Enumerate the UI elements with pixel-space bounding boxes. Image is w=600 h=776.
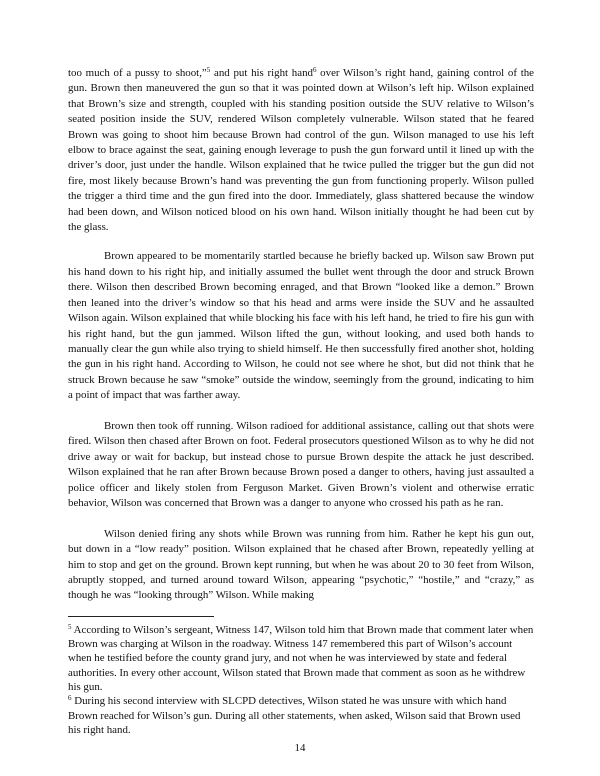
footnote-6-text: During his second interview with SLCPD detectives, Wilson stated he was unsure with which hand Brown reached for Wilson’s gun. During all other statements, when asked, Wilson said that Brown used his right hand.: [68, 695, 521, 736]
paragraph-1-text-c: over Wilson’s right hand, gaining control of the gun. Brown then maneuvered the gun so that it was pointed down at Wilson’s left hip. Wilson explained that Brown’s size and strength, coupled with his standing position outside the SUV relative to Wilson’s seated position inside the SUV, rendered Wilson completely vulnerable. Wilson stated that he feared Brown was going to shoot him because Brown had control of the gun. Wilson managed to use his left elbow to brace against the seat, gaining enough leverage to push the gun forward until it lined up with the driver’s door, just under the handle. Wilson explained that he twice pulled the trigger but the gun did not fire, most likely because Brown’s hand was preventing the gun from functioning properly. Wilson pulled the trigger a third time and the gun fired into the door. Immediately, glass shattered because the window had been down, and Wilson noticed blood on his own hand. Wilson initially thought he had been cut by the glass.: [68, 67, 535, 234]
footnote-ref-5[interactable]: 5: [206, 66, 211, 74]
paragraph-1-text-a: too much of a pussy to shoot,”: [68, 67, 207, 79]
footnote-6: [68, 694, 534, 737]
footnote-marker-5: 5: [68, 622, 72, 631]
footnote-5: [68, 623, 534, 694]
footnote-divider: [68, 616, 214, 617]
paragraph-3: Brown then took off running. Wilson radioed for additional assistance, calling out that shots were fired. Wilson then chased after Brown on foot. Federal prosecutors questioned Wilson as to why he did not drive away or wait for backup, but instead chose to pursue Brown despite the attack he just described. Wilson explained that he ran after Brown because Brown posed a danger to others, having just assaulted a police officer and likely stolen from Ferguson Market. Given Brown’s violent and otherwise erratic behavior, Wilson was concerned that Brown was a danger to anyone who crossed his path as he ran.: [68, 419, 534, 509]
footnote-ref-6[interactable]: 6: [312, 66, 317, 74]
footnote-marker-6: 6: [68, 694, 72, 703]
page-number: 14: [294, 742, 306, 754]
paragraph-2: Brown appeared to be momentarily startled because he briefly backed up. Wilson saw Brown put his hand down to his right hip, and initially assumed the bullet went through the door and struck Brown there. Wilson then described Brown becoming enraged, and that Brown “looked like a demon.” Brown then leaned into the driver’s window so that his head and arms were inside the SUV and he assaulted Wilson again. Wilson explained that while blocking his face with his left hand, he tried to fire his gun with his right hand, but the gun jammed. Wilson lifted the gun, without looking, and used both hands to manually clear the gun while also trying to shield himself. He then successfully fired another shot, holding the gun in his right hand. According to Wilson, he could not see where he shot, but did not think that he struck Brown because he saw “smoke” outside the window, seemingly from the ground, indicating to him a point of impact that was farther away.: [68, 250, 534, 402]
paragraph-1: [68, 66, 534, 235]
paragraph-1-text-b: and put his right hand: [210, 67, 313, 79]
paragraph-4: Wilson denied firing any shots while Brown was running from him. Rather he kept his gun out, but down in a “low ready” position. Wilson explained that he chased after Brown, repeatedly yelling at him to stop and get on the ground. Brown kept running, but when he was about 20 to 30 feet from Wilson, abruptly stopped, and turned around toward Wilson, appearing “psychotic,” “hostile,” and “crazy,” as though he was “looking through” Wilson. While making: [68, 527, 534, 602]
footnote-5-text: According to Wilson’s sergeant, Witness 147, Wilson told him that Brown made that comment later when Brown was charging at Wilson in the roadway. Witness 147 remembered this part of Wilson’s account when he testified before the county grand jury, and not when he was interviewed by state and federal authorities. In every other account, Wilson stated that Brown made that comment as soon as he withdrew his gun.: [68, 623, 534, 693]
